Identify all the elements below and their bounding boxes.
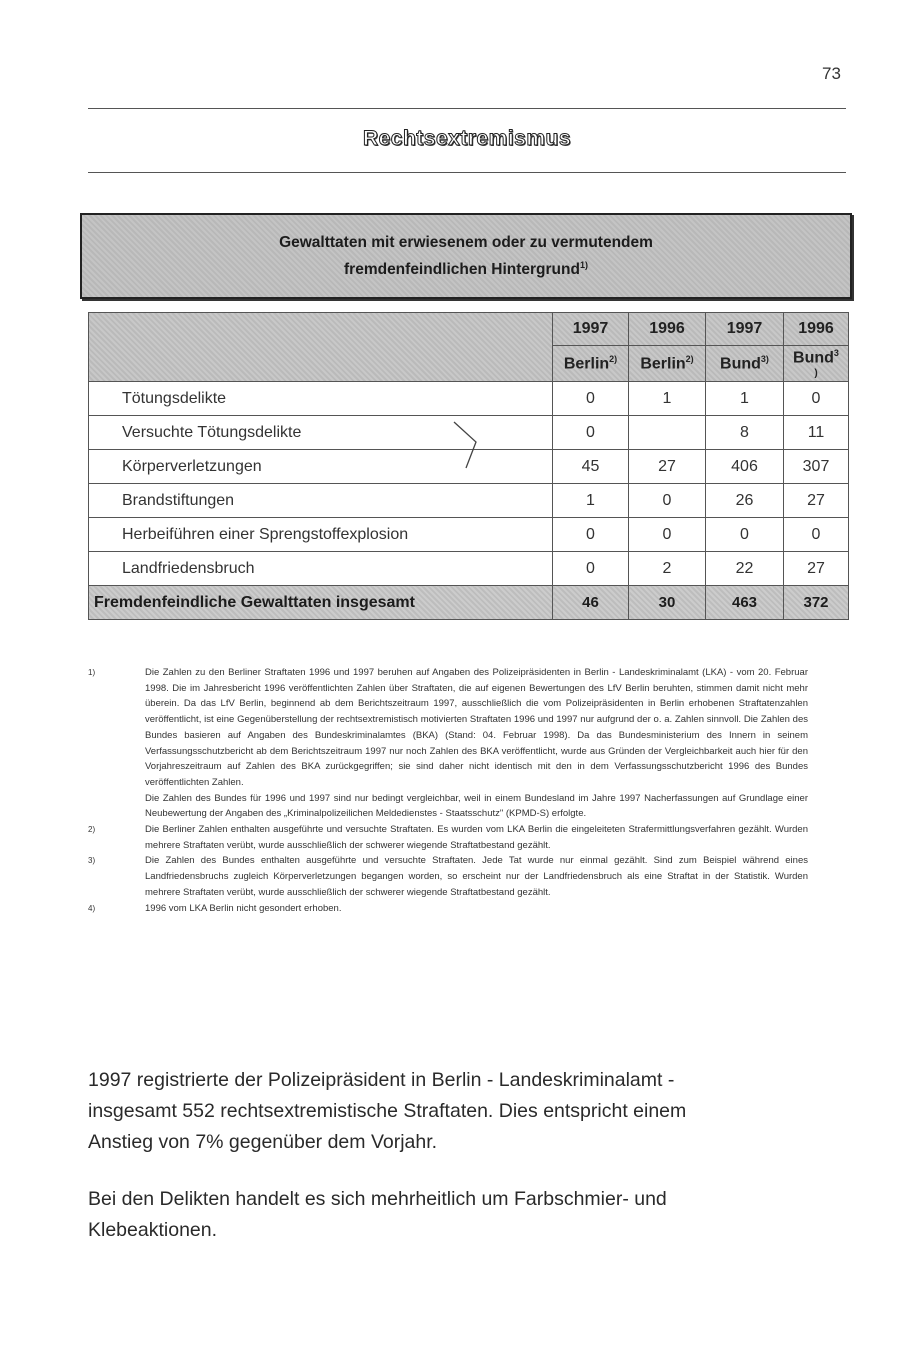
footnote-text: Die Zahlen des Bundes für 1996 und 1997 sind nur bedingt vergleichbar, weil in einem Bundesland im Jahre 1997 Nacherfassungen auf Grundlage einer Neubewertung der Angaben des „Kriminalpolizeilichen Meldedienstes - Staatsschutz" (KPMD-S) erfolgte. xyxy=(145,792,808,820)
footnote-text: Die Zahlen zu den Berliner Straftaten 1996 und 1997 beruhen auf Angaben des Polizeipräsidenten in Berlin - Landeskriminalamt (LKA) - vom 20. Februar 1998. Die im Jahresbericht 1996 veröffentlichten Zahlen über Straftaten, die auf eigenen Bewertungen des LfV Berlin beruhten, stimmen damit nicht mehr überein. Da das LfV Berlin, beginnend ab dem Berichtszeitraum 1997, ausschließlich die vom Polizeipräsidenten in Berlin erhobenen Straftatenzahlen veröffentlicht, ist eine Gegenüberstellung der rechtsextremistisch motivierten Straftaten 1996 und 1997 nur aufgrund der o. a. Zahlen sinnvoll. Die Zahlen des Bundes basieren auf Angaben des Bundeskriminalamtes (BKA) (Stand: 04. Februar 1998). Da das Bundesministerium des Innern in seinem Verfassungsschutzbericht ab dem Berichtszeitraum 1997 nur noch Zahlen des BKA veröffentlicht, wurde aus Gründen der Vergleichbarkeit auch hier für den Vorjahreszeitraum auf Zahlen des BKA zurückgegriffen; sie sind daher nicht identisch mit den in dem Verfassungsschutzbericht 1996 des Bundes veröffentlichten Zahlen. xyxy=(145,667,808,788)
cell-value: 1 xyxy=(553,484,629,518)
body-paragraph: 1997 registrierte der Polizeipräsident in Berlin - Landeskriminalamt - insgesamt 552 rechtsextremistische Straftaten. Dies entspricht einem Anstieg von 7% gegenüber dem Vorjahr. xyxy=(88,1069,687,1153)
col-year: 1997 xyxy=(706,313,784,346)
row-label: Körperverletzungen xyxy=(89,450,553,484)
footnote xyxy=(88,665,808,822)
cell-value: 27 xyxy=(784,552,849,586)
cell-value: 0 xyxy=(553,416,629,450)
cell-value: 406 xyxy=(706,450,784,484)
cell-value: 27 xyxy=(784,484,849,518)
header-blank-cell xyxy=(89,313,553,382)
col-source: Berlin$^{2)}$ xyxy=(553,346,629,382)
total-value: 372 xyxy=(784,586,849,620)
col-source: Bund$^{3)}$ xyxy=(706,346,784,382)
footnote-text: 1996 vom LKA Berlin nicht gesondert erhoben. xyxy=(145,902,342,914)
footnote xyxy=(88,822,808,853)
table-row xyxy=(89,484,849,518)
footnote-text: Die Berliner Zahlen enthalten ausgeführte und versuchte Straftaten. Es wurden vom LKA Berlin die eingeleiteten Strafermittlungsverfahren gezählt. Wurden mehrere Straftaten verübt, wurde ausschließlich der schwerer wiegende Straftatbestand gezählt. xyxy=(145,824,808,851)
cell-value: 11 xyxy=(784,416,849,450)
row-label: Herbeiführen einer Sprengstoffexplosion xyxy=(89,518,553,552)
row-label: Brandstiftungen xyxy=(89,484,553,518)
footnote-mark: 3) xyxy=(88,856,96,866)
footnote-mark: 2) xyxy=(88,825,96,835)
col-year: 1996 xyxy=(784,313,849,346)
footnote xyxy=(88,901,808,917)
year-header-row xyxy=(89,313,849,346)
table-row xyxy=(89,382,849,416)
cell-value: 45 xyxy=(553,450,629,484)
row-label: Versuchte Tötungsdelikte xyxy=(89,416,553,450)
total-value: 46 xyxy=(553,586,629,620)
table-title-line2: fremdenfeindlichen Hintergrund$^{1)}$ xyxy=(344,259,588,279)
cell-value: 1 xyxy=(629,382,706,416)
row-label: Tötungsdelikte xyxy=(89,382,553,416)
col-source: Bund$^3$ ) xyxy=(784,346,849,382)
footnote xyxy=(88,853,808,900)
row-label: Landfriedensbruch xyxy=(89,552,553,586)
header-rule-bottom xyxy=(88,172,846,173)
cell-value: 1 xyxy=(706,382,784,416)
table-title-banner xyxy=(80,213,852,299)
header-rule-top xyxy=(88,108,846,109)
col-year: 1997 xyxy=(553,313,629,346)
col-year: 1996 xyxy=(629,313,706,346)
page-title: Rechtsextremismus xyxy=(362,127,572,150)
cell-value: 307 xyxy=(784,450,849,484)
total-row xyxy=(89,586,849,620)
cell-value: 0 xyxy=(706,518,784,552)
table-row xyxy=(89,552,849,586)
cell-value: 27 xyxy=(629,450,706,484)
table-title-line1: Gewalttaten mit erwiesenem oder zu vermutendem xyxy=(279,233,653,251)
total-label: Fremdenfeindliche Gewalttaten insgesamt xyxy=(89,586,553,620)
page-number: 73 xyxy=(822,64,841,83)
cell-value xyxy=(629,416,706,450)
footnote-mark: 1) xyxy=(88,668,96,677)
cell-value: 0 xyxy=(553,518,629,552)
footnote-mark: 4) xyxy=(88,903,96,913)
body-paragraph: Bei den Delikten handelt es sich mehrheitlich um Farbschmier- und Klebeaktionen. xyxy=(88,1188,667,1241)
table-row xyxy=(89,518,849,552)
cell-value: 0 xyxy=(784,518,849,552)
cell-value: 0 xyxy=(553,552,629,586)
cell-value: 22 xyxy=(706,552,784,586)
total-value: 30 xyxy=(629,586,706,620)
cell-value: 26 xyxy=(706,484,784,518)
cell-value: 8 xyxy=(706,416,784,450)
total-value: 463 xyxy=(706,586,784,620)
footnote-text: Die Zahlen des Bundes enthalten ausgeführte und versuchte Straftaten. Jede Tat wurde nur einmal gezählt. Sind zum Beispiel während eines Landfriedensbruchs zugleich Körperverletzungen begangen worden, so erscheint nur der Landfriedensbruch als eine Straftat in der Statistik. Wurden mehrere Straftaten verübt, wurde ausschließlich der schwerer wiegende Straftatbestand gezählt. xyxy=(145,855,808,898)
cell-value: 0 xyxy=(784,382,849,416)
cell-value: 0 xyxy=(629,518,706,552)
bracket-mark xyxy=(452,420,478,470)
cell-value: 2 xyxy=(629,552,706,586)
cell-value: 0 xyxy=(553,382,629,416)
col-source: Berlin$^{2)}$ xyxy=(629,346,706,382)
cell-value: 0 xyxy=(629,484,706,518)
footnotes xyxy=(88,665,808,916)
